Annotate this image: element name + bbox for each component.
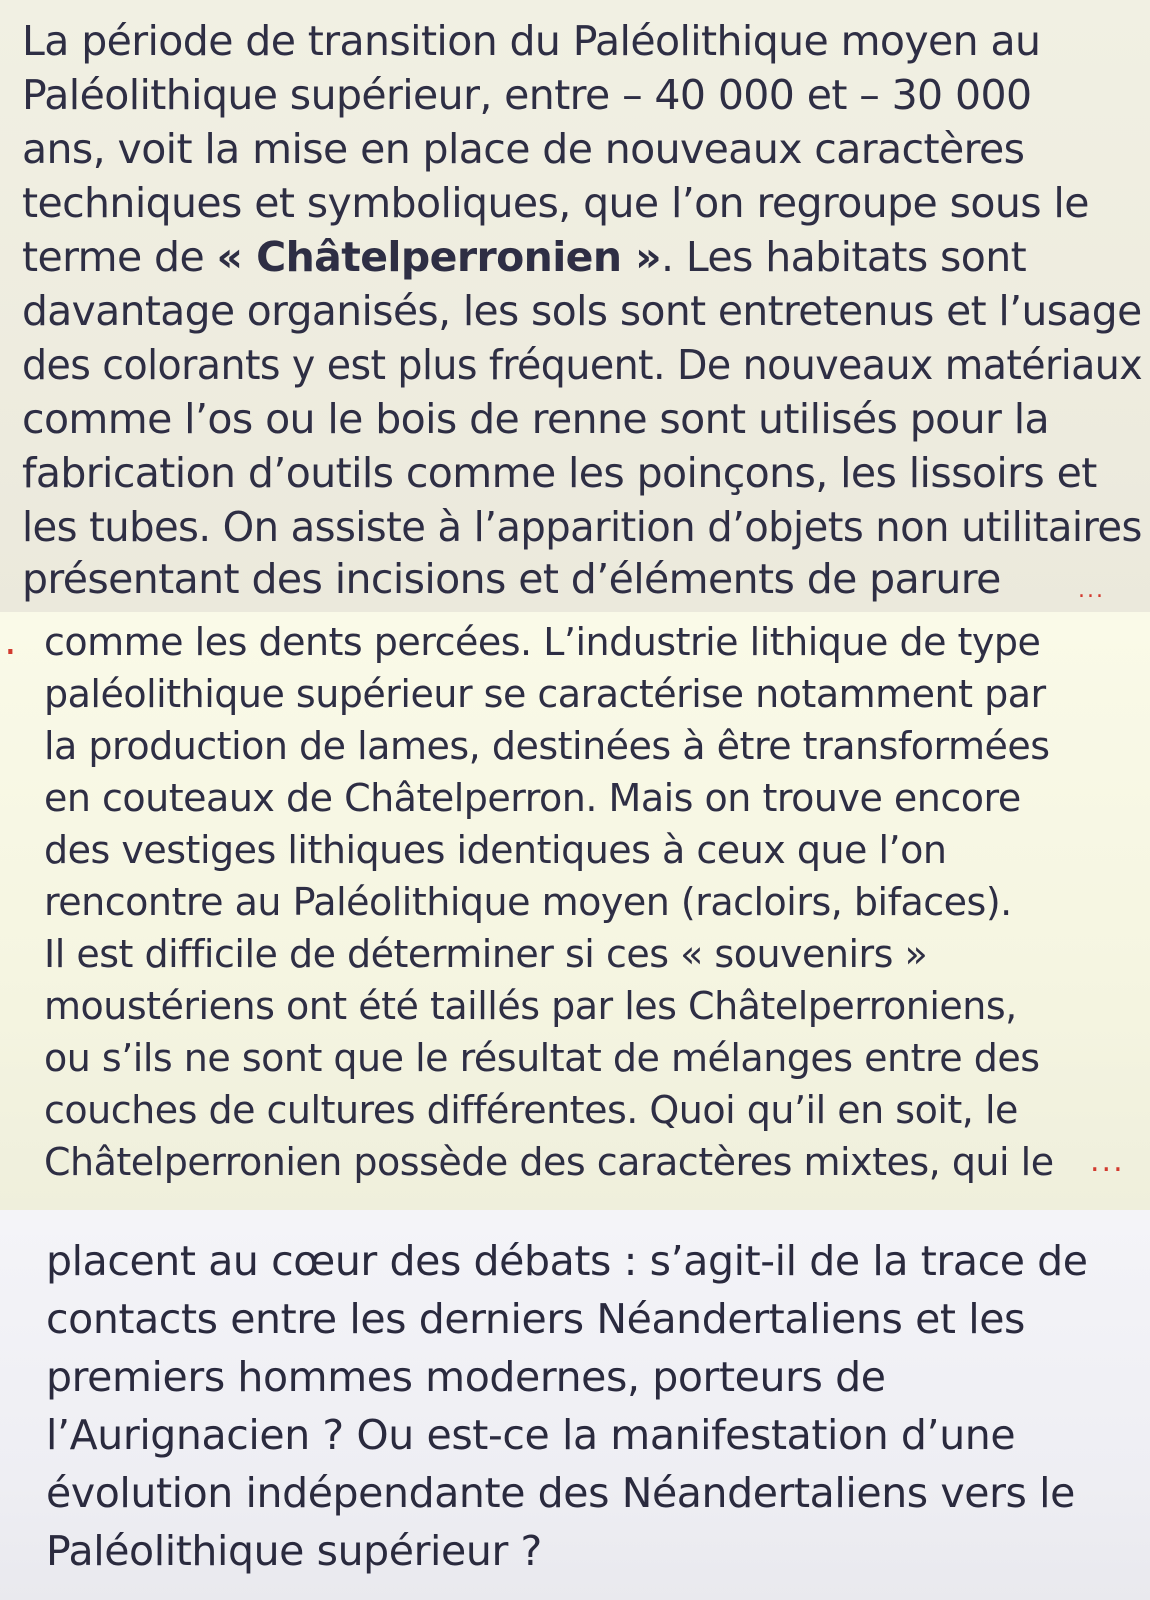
continuation-marker: . [4,618,17,664]
text-line: Il est difficile de déterminer si ces « souvenirs » [44,932,928,976]
text-line: ou s’ils ne sont que le résultat de mélanges entre des [44,1036,1040,1080]
text-line: techniques et symboliques, que l’on regroupe sous le [22,179,1089,227]
text-panel-2 [0,612,1150,1210]
continuation-marker: ... [1090,1144,1125,1179]
text-line: Paléolithique supérieur ? [46,1527,542,1575]
text-line: comme les dents percées. L’industrie lithique de type [44,620,1041,664]
text-line: évolution indépendante des Néandertaliens vers le [46,1469,1075,1517]
text-line: premiers hommes modernes, porteurs de [46,1353,886,1401]
text-line: paléolithique supérieur se caractérise notamment par [44,672,1046,716]
text-run: terme de [22,233,217,281]
text-line: rencontre au Paléolithique moyen (racloirs, bifaces). [44,880,1012,924]
text-line [22,230,1026,284]
text-line: Châtelperronien possède des caractères mixtes, qui le [44,1140,1054,1184]
text-line: contacts entre les derniers Néandertaliens et les [46,1295,1025,1343]
text-line: fabrication d’outils comme les poinçons, les lissoirs et [22,449,1097,497]
text-line: l’Aurignacien ? Ou est-ce la manifestation d’une [46,1411,1016,1459]
text-panel-3 [0,1210,1150,1600]
text-line: comme l’os ou le bois de renne sont utilisés pour la [22,395,1050,443]
text-line: en couteaux de Châtelperron. Mais on trouve encore [44,776,1021,820]
bold-term: « Châtelperronien » [216,233,662,281]
text-line: présentant des incisions et d’éléments de parure [22,555,1001,603]
text-line: Paléolithique supérieur, entre – 40 000 et – 30 000 [22,71,1032,119]
text-run: . Les habitats sont [661,233,1027,281]
text-line: La période de transition du Paléolithique moyen au [22,17,1041,65]
text-line: la production de lames, destinées à être transformées [44,724,1050,768]
text-line: des vestiges lithiques identiques à ceux que l’on [44,828,947,872]
text-line: ans, voit la mise en place de nouveaux caractères [22,125,1025,173]
text-line: moustériens ont été taillés par les Châtelperroniens, [44,984,1017,1028]
text-line: des colorants y est plus fréquent. De nouveaux matériaux [22,341,1143,389]
text-line: placent au cœur des débats : s’agit-il de la trace de [46,1237,1088,1285]
continuation-marker: ... [1078,578,1105,603]
text-line: couches de cultures différentes. Quoi qu’il en soit, le [44,1088,1018,1132]
text-line: les tubes. On assiste à l’apparition d’objets non utilitaires [22,503,1142,551]
text-line: davantage organisés, les sols sont entretenus et l’usage [22,287,1142,335]
text-panel-1 [0,0,1150,612]
